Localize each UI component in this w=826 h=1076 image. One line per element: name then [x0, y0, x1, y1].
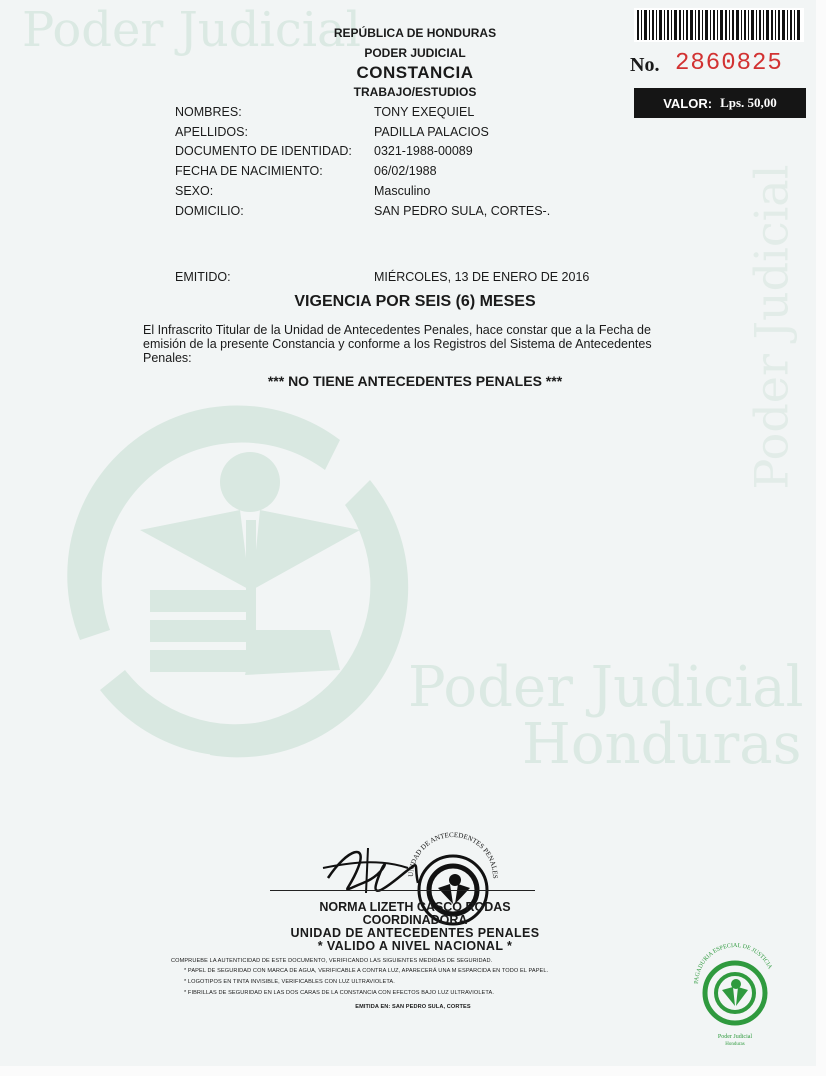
valor-amount: Lps. 50,00	[720, 95, 777, 110]
issued-in: EMITIDA EN: SAN PEDRO SULA, CORTES	[355, 1004, 471, 1010]
field-value: TONY EXEQUIEL	[374, 105, 475, 119]
field-label: DOMICILIO:	[175, 204, 244, 218]
watermark-top: Poder Judicial	[22, 2, 362, 58]
field-value: Masculino	[374, 184, 431, 198]
serial-number: 2860825	[675, 50, 783, 77]
signatory-name: NORMA LIZETH CASCO RODAS	[319, 900, 511, 914]
stamp-ring-text: UNIDAD DE ANTECEDENTES PENALES	[406, 830, 500, 879]
vigencia-heading: VIGENCIA POR SEIS (6) MESES	[294, 293, 536, 310]
field-value: 0321-1988-00089	[374, 144, 473, 158]
body-paragraph: El Infrascrito Titular de la Unidad de Antecedentes Penales, hace constar que a la Fecha de emisión de la presente Constancia y conforme a los Registros del Sistema de Antecedentes Penales:	[143, 323, 652, 365]
header-institution: PODER JUDICIAL	[364, 46, 466, 60]
watermark-bottom-line2: Honduras	[522, 712, 802, 777]
valor-label: VALOR:	[663, 95, 713, 111]
seal-caption-line2: Honduras	[725, 1042, 745, 1047]
document-subtitle: TRABAJO/ESTUDIOS	[353, 85, 477, 99]
security-intro: COMPRUEBE LA AUTENTICIDAD DE ESTE DOCUMENTO, VERIFICANDO LAS SIGUIENTES MEDIDAS DE SEGURIDAD.	[171, 958, 493, 964]
signature-line	[270, 890, 535, 891]
field-value: 06/02/1988	[374, 164, 437, 178]
header-country: REPÚBLICA DE HONDURAS	[333, 26, 497, 40]
field-label: DOCUMENTO DE IDENTIDAD:	[175, 144, 352, 158]
valor-badge	[634, 88, 806, 118]
watermark-side: Poder Judicial	[744, 164, 799, 490]
seal-caption-line1: Poder Judicial	[717, 1034, 753, 1040]
seal-ring-text: PAGADURIA ESPECIAL DE JUSTICIA	[693, 942, 773, 985]
watermark-bottom-line1: Poder Judicial	[408, 655, 804, 720]
emitido-label: EMITIDO:	[175, 270, 231, 284]
emitido-value: MIÉRCOLES, 13 DE ENERO DE 2016	[374, 270, 590, 284]
security-item: * PAPEL DE SEGURIDAD CON MARCA DE AGUA, VERIFICABLE A CONTRA LUZ, APARECERÁ UNA M ESPARCIDA EN TODO EL PAPEL.	[184, 968, 549, 974]
watermark-emblem-icon	[40, 400, 460, 770]
signatory-unit: UNIDAD DE ANTECEDENTES PENALES	[290, 926, 540, 940]
field-label: SEXO:	[175, 184, 214, 198]
signatory-role: COORDINADORA	[362, 913, 468, 927]
serial-label: No.	[630, 54, 660, 76]
result-statement: *** NO TIENE ANTECEDENTES PENALES ***	[267, 373, 563, 389]
pagaduria-seal-icon	[690, 938, 780, 1058]
field-label: APELLIDOS:	[175, 125, 248, 139]
document-title: CONSTANCIA	[356, 63, 474, 82]
security-item: * LOGOTIPOS EN TINTA INVISIBLE, VERIFICABLES CON LUZ ULTRAVIOLETA.	[184, 979, 395, 985]
field-value: PADILLA PALACIOS	[374, 125, 489, 139]
barcode-icon	[634, 8, 804, 42]
field-label: FECHA DE NACIMIENTO:	[175, 164, 323, 178]
security-item: * FIBRILLAS DE SEGURIDAD EN LAS DOS CARAS DE LA CONSTANCIA CON EFECTOS BAJO LUZ ULTRAVIOLETA.	[184, 990, 494, 996]
validity-note: * VALIDO A NIVEL NACIONAL *	[317, 939, 513, 953]
field-value: SAN PEDRO SULA, CORTES-.	[374, 204, 551, 218]
signature-scribble-icon	[318, 838, 428, 903]
field-label: NOMBRES:	[175, 105, 242, 119]
